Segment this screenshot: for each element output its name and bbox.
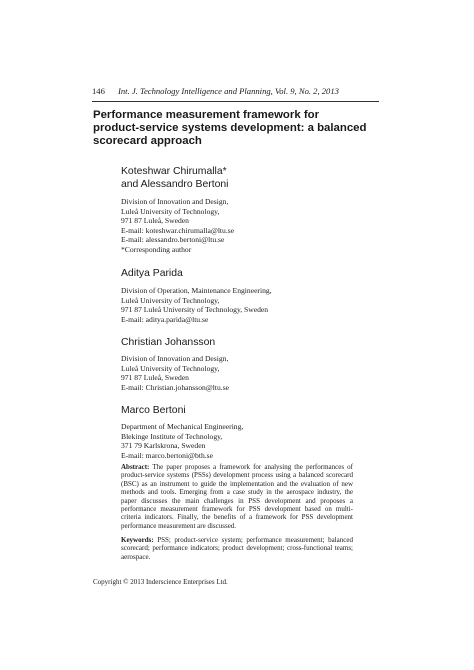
author-affiliation <box>121 197 234 255</box>
keywords <box>121 536 353 561</box>
corresponding-author-note: *Corresponding author <box>121 244 192 254</box>
affiliation-line: Division of Innovation and Design, <box>121 197 229 206</box>
author-email: E-mail: alessandro.bertoni@ltu.se <box>121 235 225 245</box>
affiliation-line: 371 79 Karlskrona, Sweden <box>121 441 206 451</box>
abstract-label: Abstract: <box>121 463 150 471</box>
keywords-label: Keywords: <box>121 536 154 544</box>
affiliation-line: Luleå University of Technology, <box>121 363 220 373</box>
author-affiliation <box>121 354 229 392</box>
title-line: product-service systems development: a balanced <box>93 122 367 135</box>
author-name <box>121 267 183 280</box>
author-email: E-mail: koteshwar.chirumalla@ltu.se <box>121 225 235 235</box>
paper-title <box>93 109 383 149</box>
abstract <box>121 463 353 530</box>
affiliation-line: Division of Operation, Maintenance Engineering, <box>121 286 272 295</box>
author-name-line: Aditya Parida <box>121 268 183 279</box>
keywords-text: PSS; product-service system; performance measurement; balanced scorecard; performance indicators; product development; cross-functional teams; aerospace. <box>121 536 353 561</box>
page-number: 146 <box>92 86 105 96</box>
author-name <box>121 404 186 417</box>
title-line: Performance measurement framework for <box>93 109 319 121</box>
author-name <box>121 165 228 191</box>
copyright-notice: Copyright © 2013 Inderscience Enterprises Ltd. <box>93 578 228 586</box>
running-header <box>92 86 382 96</box>
author-name-line: Koteshwar Chirumalla* <box>121 166 227 177</box>
author-affiliation <box>121 422 243 460</box>
header-rule <box>92 101 379 102</box>
author-email: E-mail: Christian.johansson@ltu.se <box>121 382 230 392</box>
author-email: E-mail: marco.bertoni@bth.se <box>121 450 213 460</box>
author-name <box>121 336 215 349</box>
author-name-line: and Alessandro Bertoni <box>121 179 229 190</box>
abstract-text: The paper proposes a framework for analysing the performances of product-service systems (PSSs) development process using a balanced scorecard (BSC) as an instrument to guide the implementation and the evaluation of new methods and tools. Emerging from a case study in the aerospace industry, the paper discusses the main challenges in PSS development and proposes a performance measurement framework for PSS development based on multi-criteria indicators. Finally, the benefits of a framework for PSS development performance measurement are discussed. <box>121 463 354 530</box>
author-email: E-mail: aditya.parida@ltu.se <box>121 314 209 324</box>
affiliation-line: Luleå University of Technology, <box>121 295 220 305</box>
journal-citation: Int. J. Technology Intelligence and Planning, Vol. 9, No. 2, 2013 <box>118 86 339 96</box>
affiliation-line: 971 87 Luleå, Sweden <box>121 373 189 383</box>
title-line: scorecard approach <box>93 135 202 148</box>
author-name-line: Marco Bertoni <box>121 405 186 416</box>
affiliation-line: Department of Mechanical Engineering, <box>121 422 244 431</box>
affiliation-line: Division of Innovation and Design, <box>121 354 229 363</box>
affiliation-line: Blekinge Institute of Technology, <box>121 431 223 441</box>
affiliation-line: 971 87 Luleå University of Technology, Sweden <box>121 305 269 315</box>
affiliation-line: 971 87 Luleå, Sweden <box>121 216 189 226</box>
affiliation-line: Luleå University of Technology, <box>121 206 220 216</box>
author-name-line: Christian Johansson <box>121 337 216 348</box>
author-affiliation <box>121 286 272 324</box>
